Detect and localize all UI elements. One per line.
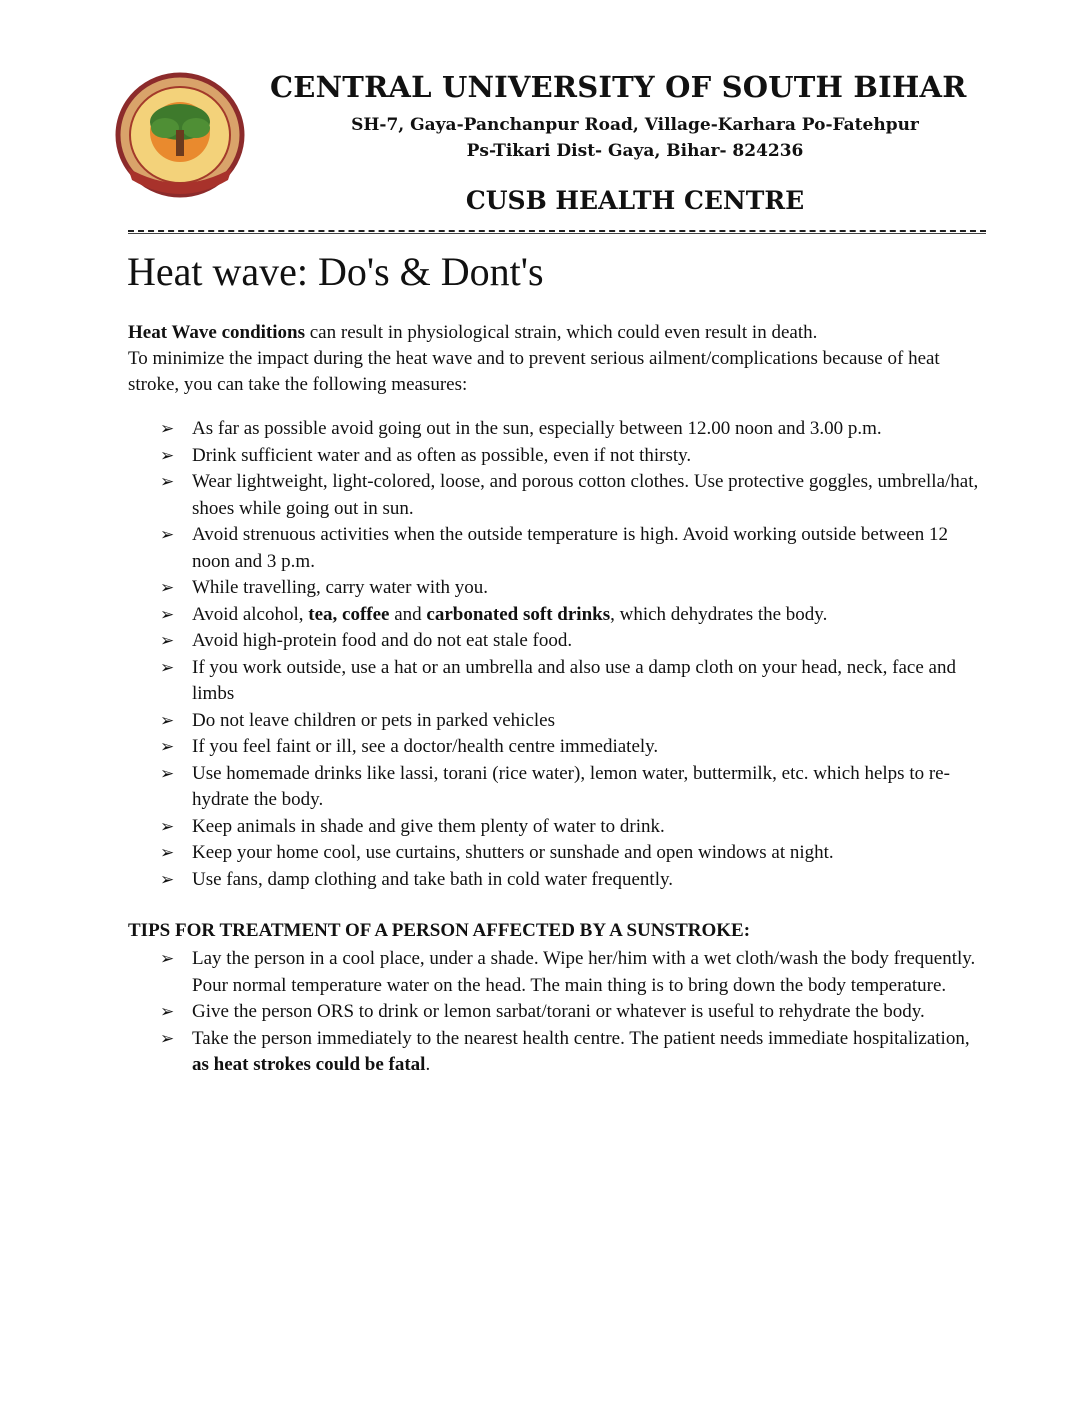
list-item-text: Keep your home cool, use curtains, shutters or sunshade and open windows at night.: [192, 842, 834, 863]
bullet-arrow-icon: ➢: [160, 445, 175, 465]
list-item: [128, 840, 988, 867]
list-item: [128, 708, 988, 735]
list-item-text: and: [389, 603, 427, 625]
bullet-arrow-icon: ➢: [160, 1002, 175, 1021]
list-item-text: Use homemade drinks like lassi, torani (rice water), lemon water, buttermilk, etc. which helps to re-hydrate the body.: [192, 762, 950, 810]
header-divider: [128, 230, 986, 232]
list-item: [128, 443, 988, 470]
list-item-text: Wear lightweight, light-colored, loose, and porous cotton clothes. Use protective goggles, umbrella/hat, shoes while going out in sun.: [192, 471, 979, 519]
bullet-arrow-icon: ➢: [160, 737, 175, 756]
measures-list: [128, 416, 988, 893]
bullet-arrow-icon: ➢: [160, 816, 175, 836]
bullet-arrow-icon: ➢: [160, 472, 175, 491]
address-line-2: Ps-Tikari Dist- Gaya, Bihar- 824236: [466, 141, 804, 161]
list-item-text: If you feel faint or ill, see a doctor/health centre immediately.: [192, 736, 659, 757]
list-item-text: Do not leave children or pets in parked vehicles: [192, 709, 555, 731]
list-item: [128, 575, 988, 602]
list-item-text: If you work outside, use a hat or an umbrella and also use a damp cloth on your head, neck, face and limbs: [192, 656, 956, 704]
list-item-text: Avoid high-protein food and do not eat stale food.: [192, 630, 573, 651]
intro-line-1-rest: can result in physiological strain, which could even result in death.: [305, 322, 818, 343]
list-item: [128, 1026, 988, 1079]
list-item-text: , which dehydrates the body.: [610, 603, 828, 625]
list-item-text: Keep animals in shade and give them plenty of water to drink.: [192, 815, 665, 837]
list-item: [128, 734, 988, 761]
bullet-arrow-icon: ➢: [160, 869, 175, 889]
intro-paragraph: [128, 320, 988, 398]
bullet-arrow-icon: ➢: [160, 578, 175, 597]
health-centre-title: CUSB HEALTH CENTRE: [465, 186, 805, 215]
list-item-text: Avoid strenuous activities when the outside temperature is high. Avoid working outside between 12 noon and 3 p.m.: [192, 524, 948, 572]
bullet-arrow-icon: ➢: [160, 1028, 175, 1048]
university-address: [270, 112, 1000, 164]
header-divider-underline: [128, 233, 986, 234]
intro-line-1: [128, 320, 988, 346]
list-item-bold: carbonated soft drinks: [426, 603, 611, 625]
tips-heading: TIPS FOR TREATMENT OF A PERSON AFFECTED BY A SUNSTROKE:: [128, 920, 751, 941]
list-item-text: As far as possible avoid going out in the sun, especially between 12.00 noon and 3.00 p.m.: [192, 418, 882, 439]
bullet-arrow-icon: ➢: [160, 525, 175, 544]
bullet-arrow-icon: ➢: [160, 763, 175, 783]
list-item: [128, 416, 988, 443]
list-item: [128, 814, 988, 841]
address-line-1: SH-7, Gaya-Panchanpur Road, Village-Karhara Po-Fatehpur: [351, 115, 919, 135]
list-item: [128, 602, 988, 629]
document-title: Heat wave: Do's & Dont's: [127, 249, 544, 294]
list-item: [128, 655, 988, 708]
list-item: [128, 867, 988, 894]
list-item: [128, 469, 988, 522]
bullet-arrow-icon: ➢: [160, 710, 175, 730]
list-item-bold: as heat strokes could be fatal: [192, 1054, 426, 1075]
list-item: [128, 946, 988, 999]
list-item-text: Take the person immediately to the nearest health centre. The patient needs immediate hospitalization,: [192, 1027, 970, 1049]
university-seal-icon: [110, 70, 250, 200]
list-item: [128, 999, 988, 1026]
university-name: CENTRAL UNIVERSITY OF SOUTH BIHAR: [270, 70, 967, 104]
list-item-text: Use fans, damp clothing and take bath in cold water frequently.: [192, 868, 674, 890]
bullet-arrow-icon: ➢: [160, 604, 175, 624]
list-item-text: .: [425, 1054, 431, 1075]
list-item: [128, 628, 988, 655]
list-item-text: Lay the person in a cool place, under a shade. Wipe her/him with a wet cloth/wash the body frequently. Pour normal temperature water on the head. The main thing is to bring down the body temperature.: [192, 948, 976, 996]
list-item: [128, 522, 988, 575]
bullet-arrow-icon: ➢: [160, 657, 175, 677]
list-item-text: Avoid alcohol,: [192, 603, 309, 625]
intro-bold-lead: Heat Wave conditions: [128, 322, 305, 343]
list-item-text: Drink sufficient water and as often as possible, even if not thirsty.: [192, 444, 692, 466]
tips-list: [128, 946, 988, 1079]
list-item-text: Give the person ORS to drink or lemon sarbat/torani or whatever is useful to rehydrate the body.: [192, 1001, 925, 1022]
bullet-arrow-icon: ➢: [160, 949, 175, 968]
list-item-text: While travelling, carry water with you.: [192, 577, 488, 598]
bullet-arrow-icon: ➢: [160, 631, 175, 650]
list-item-bold: tea, coffee: [308, 603, 390, 625]
list-item: [128, 761, 988, 814]
intro-line-2: To minimize the impact during the heat wave and to prevent serious ailment/complications because of heat stroke, you can take the following measures:: [128, 348, 940, 395]
bullet-arrow-icon: ➢: [160, 843, 175, 862]
bullet-arrow-icon: ➢: [160, 419, 175, 438]
